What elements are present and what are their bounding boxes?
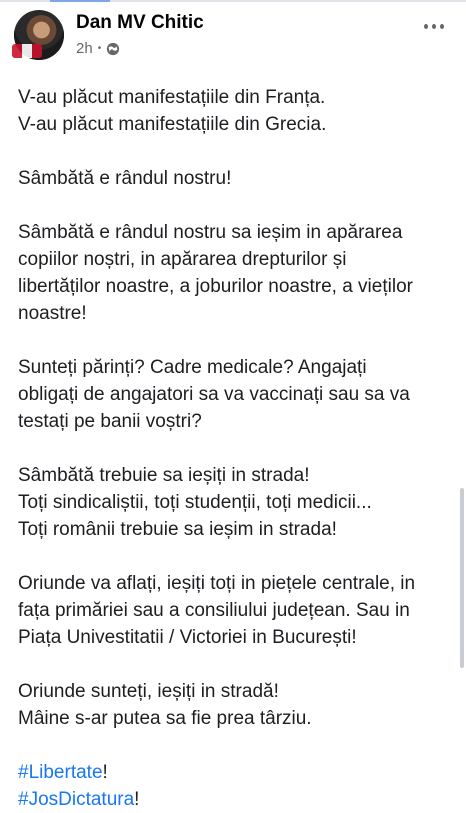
paragraph-gap — [18, 192, 458, 219]
hashtag-suffix: ! — [134, 789, 140, 810]
post-text-line: fața primăriei sau a consiliului județean. Sau in — [18, 600, 410, 621]
post-text-line: copiilor noștri, in apărarea drepturilor și — [18, 249, 347, 270]
post-text-line: Sunteți părinți? Cadre medicale? Angajați — [18, 357, 367, 378]
hashtag-link[interactable]: #Libertate — [18, 762, 103, 783]
author-name[interactable]: Dan MV Chitic — [76, 12, 204, 33]
post-text-line: Oriunde sunteți, ieșiți in stradă! — [18, 681, 279, 702]
post-meta — [76, 40, 120, 57]
post-text-line: noastre! — [18, 303, 87, 324]
post-text-line: testați pe banii voștri? — [18, 411, 202, 432]
paragraph-gap — [18, 543, 458, 570]
paragraph-gap — [18, 732, 458, 759]
hashtag-link[interactable]: #JosDictatura — [18, 789, 135, 810]
post-text-line: Toți sindicaliștii, toți studenții, toți medicii... — [18, 492, 372, 513]
post-text-line: libertăților noastre, a joburilor noastre, a vieților — [18, 276, 413, 297]
post-text-line: V-au plăcut manifestațiile din Franța. — [18, 87, 326, 108]
post-text-line: Mâine s-ar putea sa fie prea târziu. — [18, 708, 312, 729]
paragraph-gap — [18, 435, 458, 462]
more-horizontal-icon[interactable] — [422, 14, 446, 38]
globe-icon — [106, 42, 120, 56]
paragraph-gap — [18, 138, 458, 165]
meta-separator: • — [97, 43, 102, 54]
post-text-line: Oriunde va aflați, ieșiți toți in piețele centrale, in — [18, 573, 416, 594]
post-text-line: Sâmbătă trebuie sa ieșiți in strada! — [18, 465, 310, 486]
paragraph-gap — [18, 651, 458, 678]
post-body — [18, 84, 458, 813]
avatar-flag-badge — [12, 44, 42, 58]
paragraph-gap — [18, 327, 458, 354]
post-text-line: V-au plăcut manifestațiile din Grecia. — [18, 114, 327, 135]
post-text-line: Sâmbătă e rândul nostru sa ieșim in apărarea — [18, 222, 403, 243]
post-text-line: Sâmbătă e rândul nostru! — [18, 168, 232, 189]
hashtag-line — [18, 759, 458, 786]
post-header — [0, 0, 466, 70]
hashtag-suffix: ! — [102, 762, 108, 783]
scrollbar[interactable] — [460, 488, 464, 668]
post-time[interactable]: 2h — [76, 40, 93, 57]
post-text-line: Toți românii trebuie sa ieșim in strada! — [18, 519, 337, 540]
post-text-line: Piața Univestitatii / Victoriei in București! — [18, 627, 357, 648]
post-text-line: obligați de angajatori sa va vaccinați sau sa va — [18, 384, 410, 405]
